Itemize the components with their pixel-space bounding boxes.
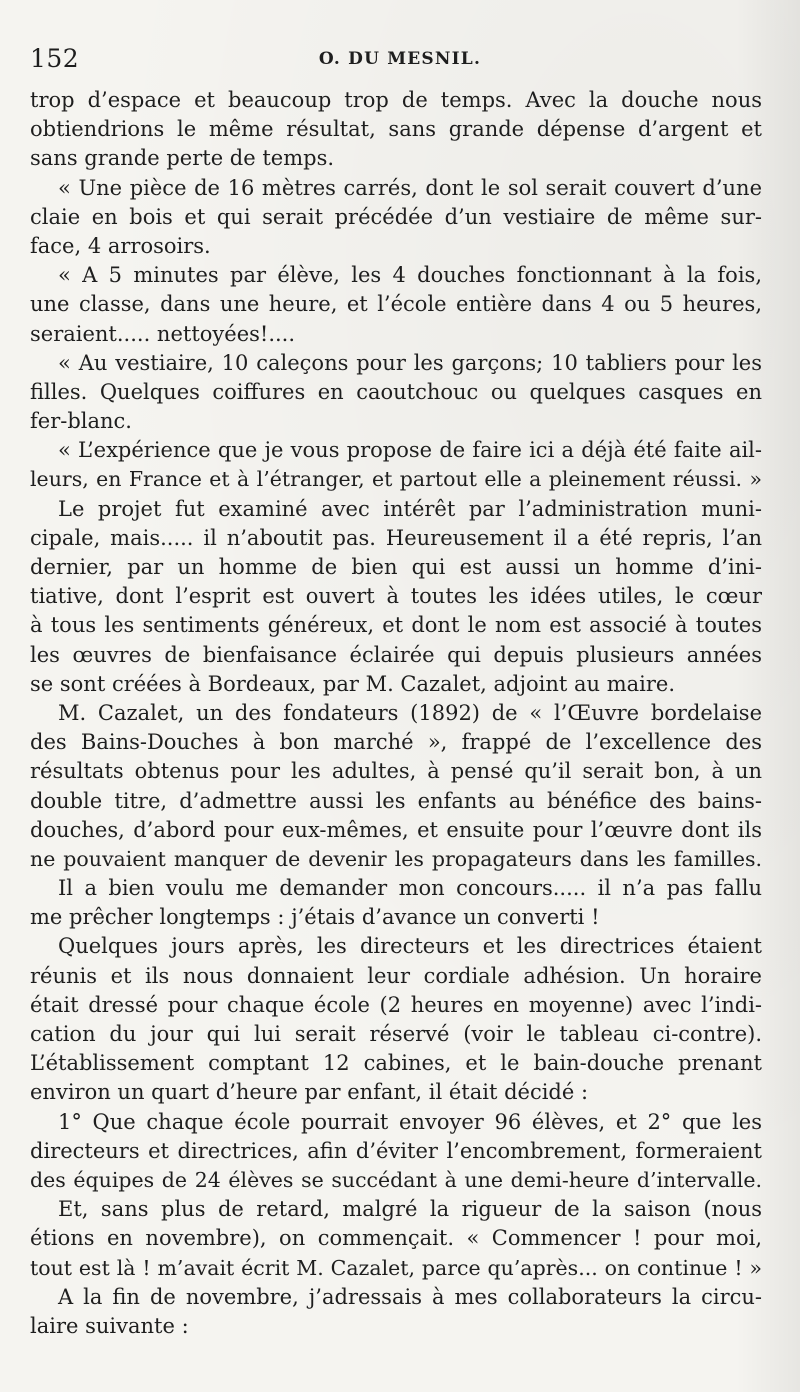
text-line: une classe, dans une heure, et l’école entière dans 4 ou 5 heures, [30, 292, 762, 317]
text-line: « Au vestiaire, 10 caleçons pour les garçons; 10 tabliers pour les [58, 350, 762, 375]
text-line: dernier, par un homme de bien qui est aussi un homme d’ini- [30, 555, 762, 579]
text-line: des Bains-Douches à bon marché », frappé de l’excellence des [30, 730, 762, 755]
text-line: obtiendrions le même résultat, sans grande dépense d’argent et [30, 117, 762, 142]
text-line: cipale, mais..... il n’aboutit pas. Heureusement il a été repris, l’an [30, 525, 762, 550]
text-line: des équipes de 24 élèves se succédant à une demi-heure d’intervalle. [30, 1167, 762, 1192]
text-line: se sont créées à Bordeaux, par M. Cazalet, adjoint au maire. [30, 671, 676, 696]
text-line: fer-blanc. [30, 409, 132, 434]
text-line: trop d’espace et beaucoup trop de temps. Avec la douche nous [30, 88, 762, 112]
text-line: me prêcher longtemps : j’étais d’avance un converti ! [30, 905, 600, 930]
text-line: environ un quart d’heure par enfant, il était décidé : [30, 1080, 589, 1105]
text-line: tiative, dont l’esprit est ouvert à toutes les idées utiles, le cœur [30, 584, 762, 609]
text-line: laire suivante : [30, 1313, 189, 1338]
text-line: leurs, en France et à l’étranger, et partout elle a pleinement réussi. » [30, 467, 762, 492]
text-line: « A 5 minutes par élève, les 4 douches fonctionnant à la fois, [58, 263, 762, 288]
text-line: claie en bois et qui serait précédée d’un vestiaire de même sur- [30, 204, 762, 229]
page-header [30, 44, 770, 74]
text-line: tout est là ! m’avait écrit M. Cazalet, parce qu’après... on continue ! » [30, 1255, 762, 1280]
text-line: les œuvres de bienfaisance éclairée qui depuis plusieurs années [30, 642, 762, 667]
text-line: Il a bien voulu me demander mon concours..... il n’a pas fallu [58, 876, 762, 901]
text-line: était dressé pour chaque école (2 heures en moyenne) avec l’indi- [30, 992, 762, 1017]
text-line: cation du jour qui lui serait réservé (voir le tableau ci-contre). [30, 1022, 762, 1046]
text-line: ne pouvaient manquer de devenir les propagateurs dans les familles. [30, 846, 762, 871]
body-text [30, 86, 762, 1341]
text-line: sans grande perte de temps. [30, 146, 335, 171]
running-head: O. DU MESNIL. [318, 49, 482, 69]
text-line: à tous les sentiments généreux, et dont le nom est associé à toutes [30, 613, 762, 638]
text-line: filles. Quelques coiffures en caoutchouc ou quelques casques en [30, 379, 762, 404]
text-line: résultats obtenus pour les adultes, à pensé qu’il serait bon, à un [30, 759, 762, 784]
text-line: Le projet fut examiné avec intérêt par l’administration muni- [58, 496, 762, 521]
text-line: « Une pièce de 16 mètres carrés, dont le sol serait couvert d’une [58, 175, 762, 200]
text-line: L’établissement comptant 12 cabines, et le bain-douche prenant [30, 1051, 762, 1076]
text-line: seraient..... nettoyées!.... [30, 321, 296, 346]
text-line: 1° Que chaque école pourrait envoyer 96 élèves, et 2° que les [58, 1109, 762, 1134]
page-number: 152 [30, 44, 80, 73]
text-line: étions en novembre), on commençait. « Commencer ! pour moi, [30, 1226, 762, 1251]
text-line: directeurs et directrices, afin d’éviter l’encombrement, formeraient [30, 1138, 762, 1163]
text-line: A la fin de novembre, j’adressais à mes collaborateurs la circu- [58, 1284, 762, 1309]
text-line: M. Cazalet, un des fondateurs (1892) de « l’Œuvre bordelaise [58, 700, 762, 725]
text-line: « L’expérience que je vous propose de faire ici a déjà été faite ail- [58, 438, 762, 463]
text-line: douches, d’abord pour eux-mêmes, et ensuite pour l’œuvre dont ils [30, 817, 762, 842]
text-line: Quelques jours après, les directeurs et les directrices étaient [58, 934, 762, 959]
text-line: Et, sans plus de retard, malgré la rigueur de la saison (nous [58, 1197, 762, 1222]
text-line: face, 4 arrosoirs. [30, 233, 211, 258]
text-line: réunis et ils nous donnaient leur cordiale adhésion. Un horaire [30, 963, 762, 988]
text-line: double titre, d’admettre aussi les enfants au bénéfice des bains- [30, 788, 762, 813]
